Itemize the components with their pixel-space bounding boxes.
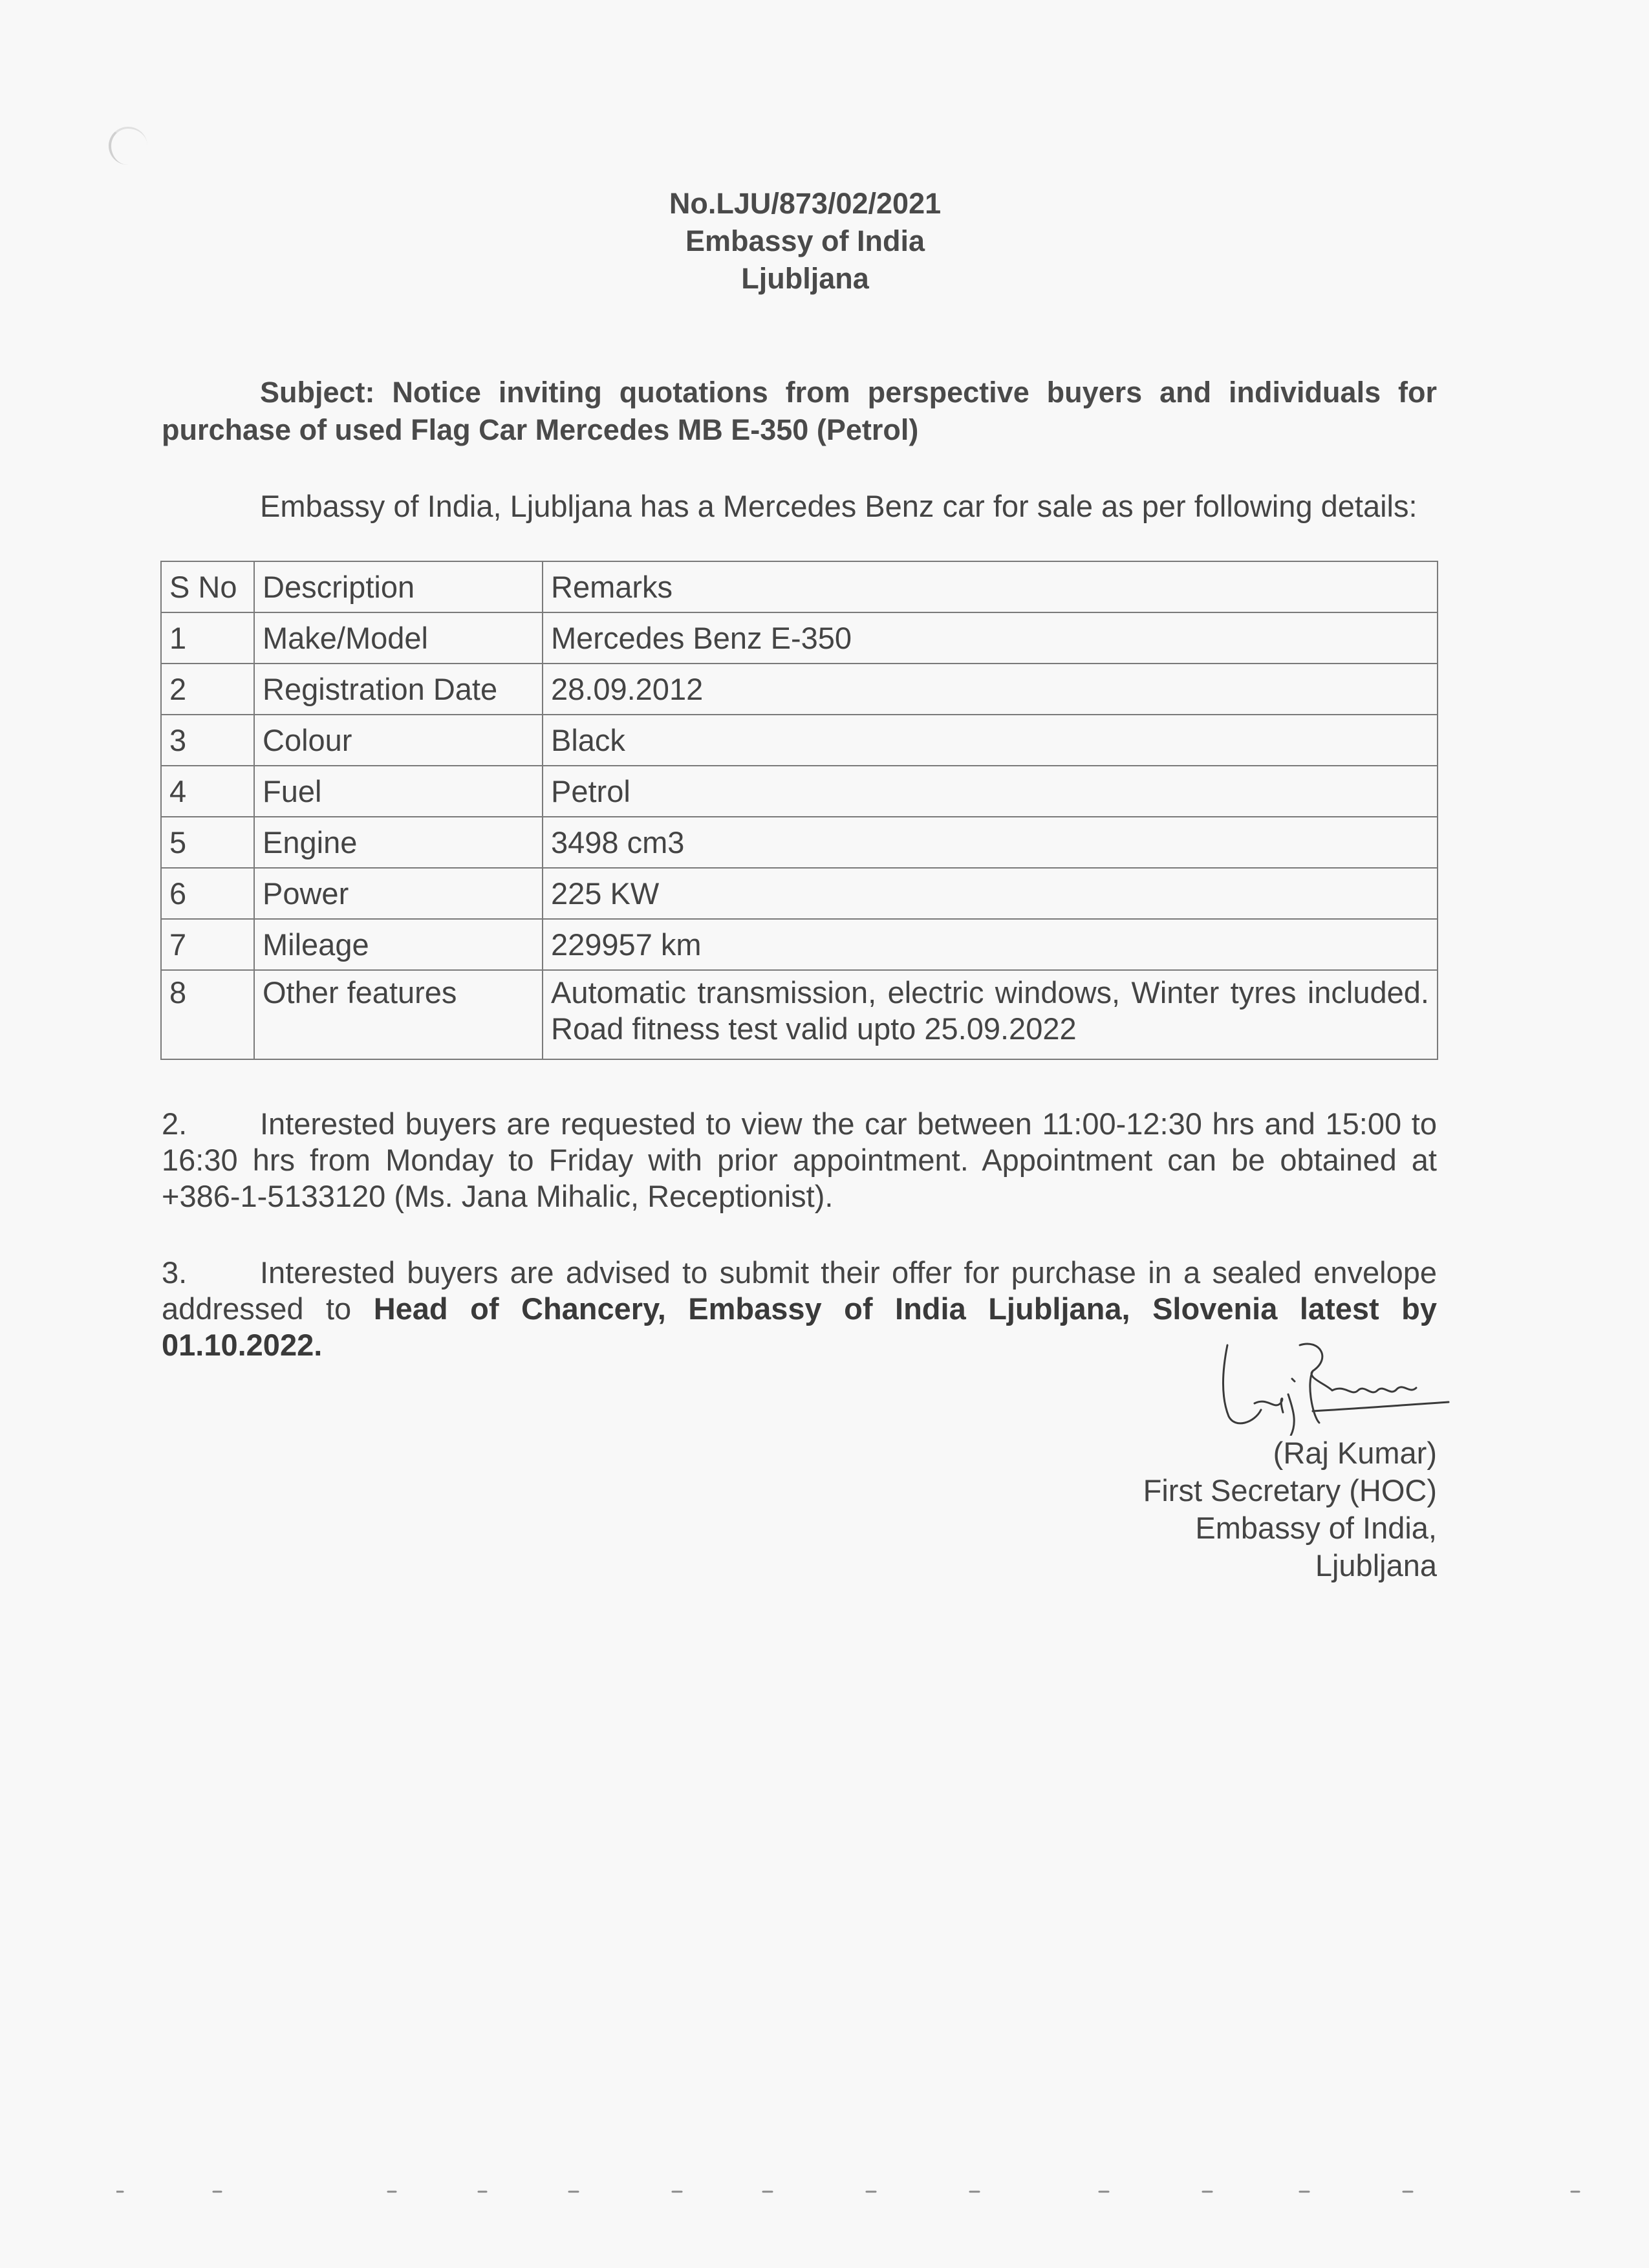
table-row <box>161 766 1438 817</box>
table-row <box>161 868 1438 919</box>
cell-sno: 6 <box>161 868 254 919</box>
table-row <box>161 817 1438 868</box>
table-row <box>161 970 1438 1059</box>
signatory-block <box>1035 1434 1437 1584</box>
subject-line: Subject: Notice inviting quotations from perspective buyers and individuals for purchase of used Flag Car Mercedes MB E-350 (Petrol) <box>162 376 1437 446</box>
header-city: Ljubljana <box>741 262 869 295</box>
cell-description: Make/Model <box>254 612 543 664</box>
paragraph-number: 2. <box>162 1107 188 1141</box>
cell-remarks: Automatic transmission, electric windows, Winter tyres included. Road fitness test valid upto 25.09.2022 <box>543 970 1438 1059</box>
paragraph-text: Interested buyers are requested to view the car between 11:00-12:30 hrs and 15:00 to 16:30 hrs from Monday to Friday with prior appointment. Appointment can be obtained at +386-1-5133120 (Ms. Jana Mihalic, Receptionist). <box>162 1107 1437 1213</box>
table-header-row <box>161 561 1438 612</box>
cell-sno: 1 <box>161 612 254 664</box>
column-header-remarks: Remarks <box>543 561 1438 612</box>
cell-sno: 7 <box>161 919 254 970</box>
document-header <box>0 185 1610 297</box>
cell-sno: 2 <box>161 664 254 715</box>
header-organization: Embassy of India <box>685 224 925 257</box>
cell-sno: 3 <box>161 715 254 766</box>
signatory-organization: Embassy of India, <box>1195 1511 1437 1545</box>
table-row <box>161 612 1438 664</box>
cell-remarks: 3498 cm3 <box>543 817 1438 868</box>
signatory-city: Ljubljana <box>1315 1548 1437 1582</box>
cell-sno: 4 <box>161 766 254 817</box>
cell-remarks: Mercedes Benz E-350 <box>543 612 1438 664</box>
paragraph-text: Interested buyers are advised to submit their offer for purchase in a sealed envelope addressed to <box>162 1255 1437 1326</box>
handwritten-signature <box>1216 1332 1461 1436</box>
cell-description: Other features <box>254 970 543 1059</box>
cell-sno: 8 <box>161 970 254 1059</box>
signatory-name: (Raj Kumar) <box>1273 1436 1437 1470</box>
column-header-description: Description <box>254 561 543 612</box>
cell-sno: 5 <box>161 817 254 868</box>
table-row <box>161 664 1438 715</box>
table-row <box>161 715 1438 766</box>
cell-description: Fuel <box>254 766 543 817</box>
signatory-designation: First Secretary (HOC) <box>1143 1473 1437 1507</box>
cell-description: Power <box>254 868 543 919</box>
cell-remarks: Petrol <box>543 766 1438 817</box>
cell-description: Colour <box>254 715 543 766</box>
cell-description: Registration Date <box>254 664 543 715</box>
cell-description: Engine <box>254 817 543 868</box>
paragraph-number: 3. <box>162 1255 188 1290</box>
table-row <box>161 919 1438 970</box>
cell-remarks: 229957 km <box>543 919 1438 970</box>
reference-number: No.LJU/873/02/2021 <box>669 187 942 220</box>
scan-artifact <box>109 127 147 165</box>
cell-remarks: Black <box>543 715 1438 766</box>
column-header-sno: S No <box>161 561 254 612</box>
cell-description: Mileage <box>254 919 543 970</box>
paragraph-2 <box>162 1106 1437 1215</box>
scan-bottom-artifacts <box>116 2188 1584 2195</box>
paragraph-bold-text: Head of Chancery, Embassy of India Ljubljana, Slovenia latest by 01.10.2022. <box>162 1291 1438 1362</box>
intro-paragraph: Embassy of India, Ljubljana has a Mercedes Benz car for sale as per following details: <box>260 489 1417 523</box>
cell-remarks: 225 KW <box>543 868 1438 919</box>
cell-remarks: 28.09.2012 <box>543 664 1438 715</box>
car-details-table <box>160 561 1438 1060</box>
